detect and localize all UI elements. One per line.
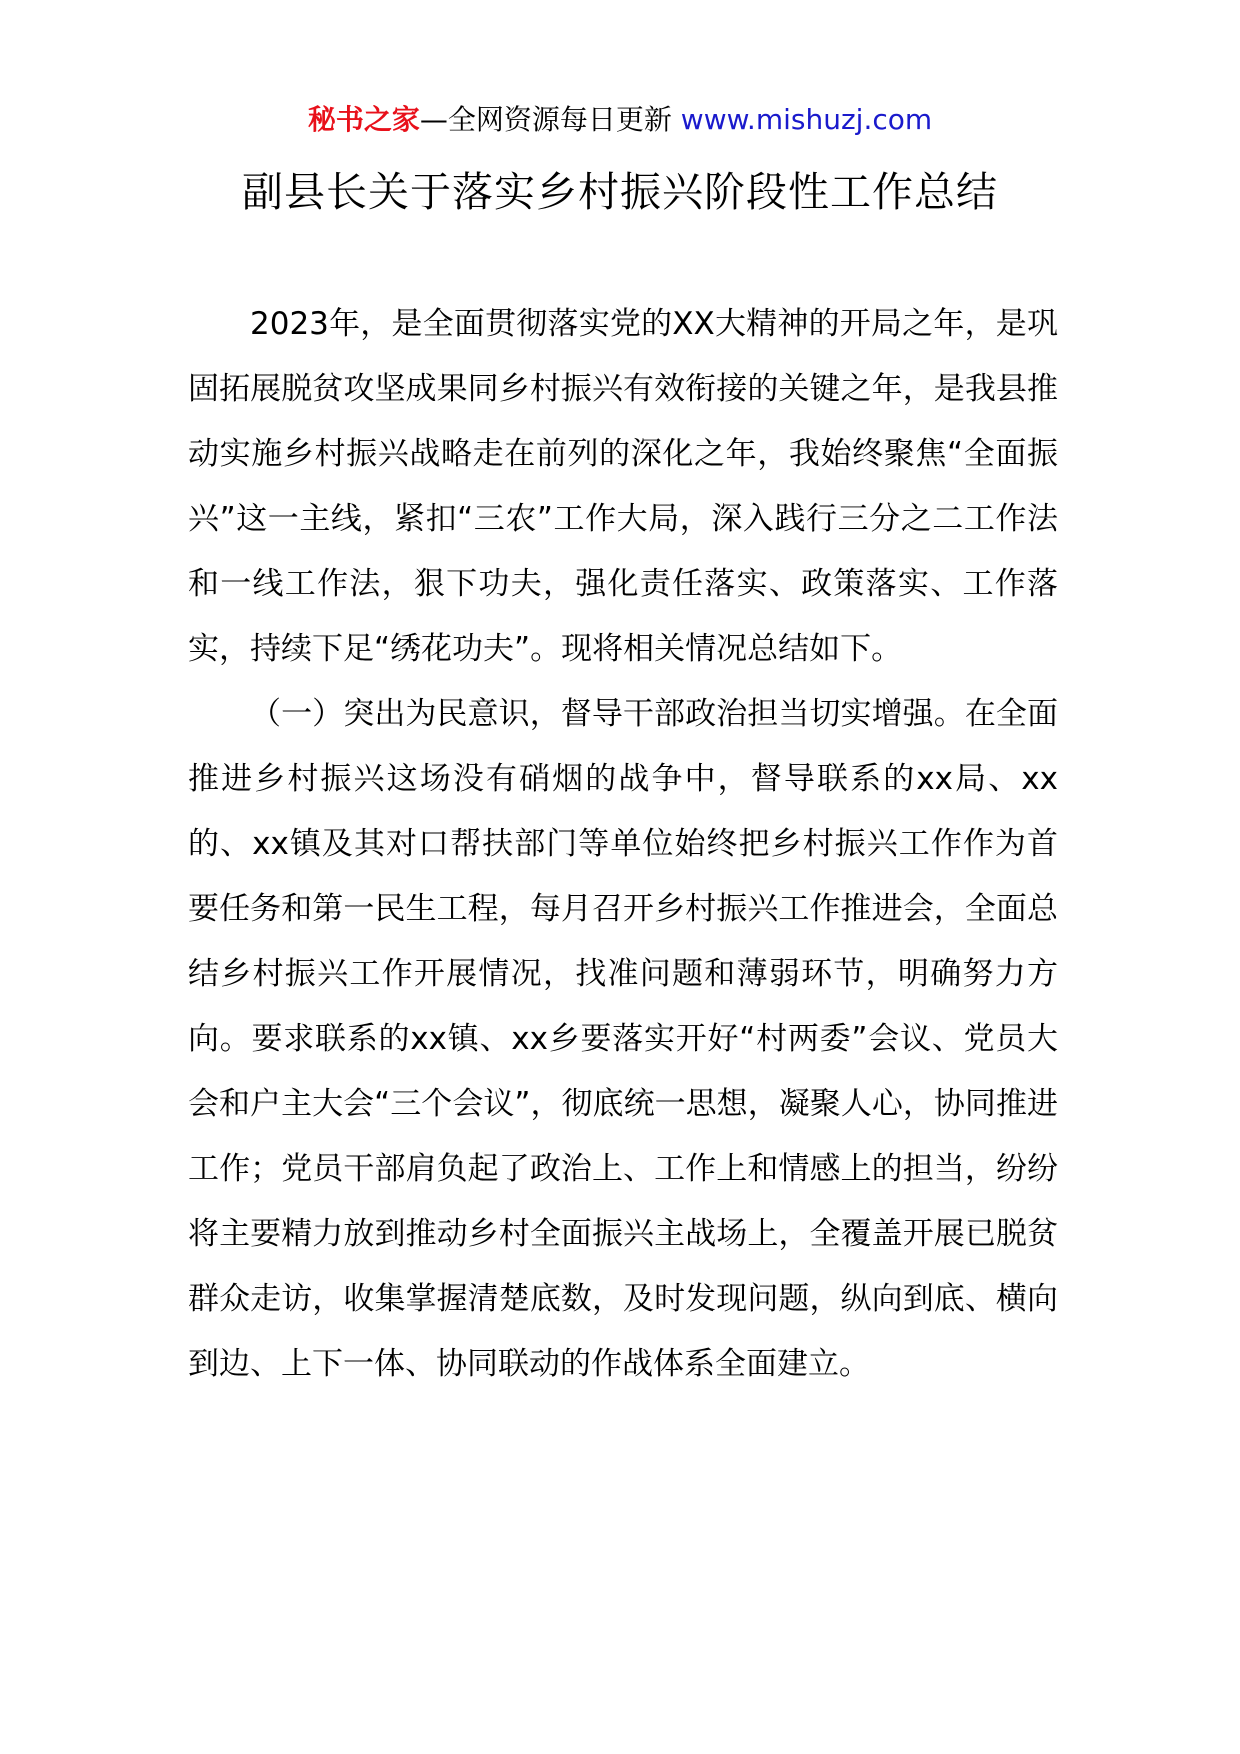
section-1-paragraph xyxy=(188,682,1058,1397)
document-title: 副县长关于落实乡村振兴阶段性工作总结 xyxy=(242,168,998,216)
section-1-heading: （一）突出为民意识，督导干部政治担当切实增强。 xyxy=(250,696,965,732)
site-header xyxy=(0,100,1240,140)
intro-paragraph: 2023年，是全面贯彻落实党的XX大精神的开局之年，是巩固拓展脱贫攻坚成果同乡村振兴有效衔接的关键之年，是我县推动实施乡村振兴战略走在前列的深化之年，我始终聚焦“全面振兴”这一主线，紧扣“三农”工作大局，深入践行三分之二工作法和一线工作法，狠下功夫，强化责任落实、政策落实、工作落实，持续下足“绣花功夫”。现将相关情况总结如下。 xyxy=(188,306,1058,667)
site-url-link[interactable]: www.mishuzj.com xyxy=(680,103,933,136)
section-1-text: 在全面推进乡村振兴这场没有硝烟的战争中，督导联系的xx局、xx的、xx镇及其对口帮扶部门等单位始终把乡村振兴工作作为首要任务和第一民生工程，每月召开乡村振兴工作推进会，全面总结乡村振兴工作开展情况，找准问题和薄弱环节，明确努力方向。要求联系的xx镇、xx乡要落实开好“村两委”会议、党员大会和户主大会“三个会议”，彻底统一思想，凝聚人心，协同推进工作；党员干部肩负起了政治上、工作上和情感上的担当，纷纷将主要精力放到推动乡村全面振兴主战场上，全覆盖开展已脱贫群众走访，收集掌握清楚底数，及时发现问题，纵向到底、横向到边、上下一体、协同联动的作战体系全面建立。 xyxy=(188,696,1059,1382)
site-tagline: —全网资源每日更新 xyxy=(419,103,672,136)
document-body xyxy=(188,292,1058,1397)
brand-name: 秘书之家 xyxy=(307,103,420,136)
